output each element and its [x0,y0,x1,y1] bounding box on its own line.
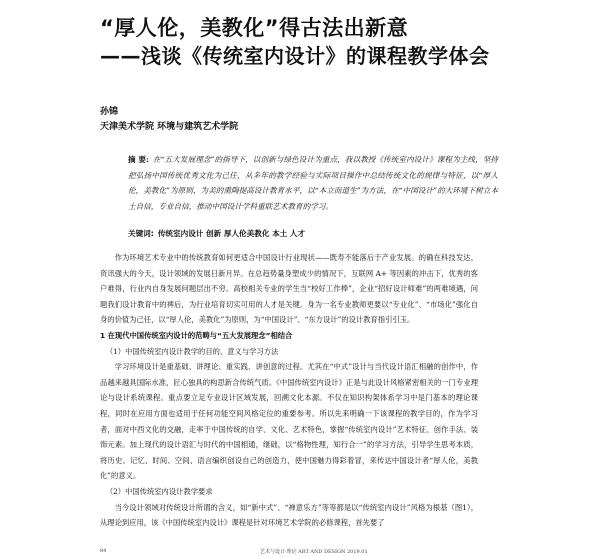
paper-title: “厚人伦，美教化”得古法出新意 [100,16,409,40]
journal-info: 艺术与设计·理论 ART AND DESIGN 2019.01 [260,549,368,555]
subsection-heading-1: （1）中国传统室内设计教学的目的、意义与学习方法 [105,346,279,356]
body-paragraph-intro: 作为环境艺术专业中的传统教育如何更适合中国设计行业现状——既寿不能落后于产业发展。的确在科技发达，资讯强大的今天，设计领域的发展日新月异。在总趋势量身塑成少的情况下，互联网 A+ 等因素的冲击下，优秀的客户难得，行业内自身发展问题层出不穷。高校相关专业的学生当“校好工作棒”，企业“招好设计师难”的两难境遇，问题我们设计教育中的裨后，为行业培育切实可用的人才是关键。身为一名专业教师更要以“专业化”、“市场化”强化自身的价值为己任，以“厚人伦，美教化”为原则，为“中国设计”、“东方设计”的设计教育指引引玉。 [100,253,478,325]
page-footer [100,548,580,556]
subsection-heading-2: （2）中国传统室内设计教学要求 [105,486,213,496]
page-number: 84 [100,548,107,554]
title-block [100,14,570,70]
abstract [128,152,498,214]
keywords-label: 关键词: [128,229,154,238]
abstract-text: 在“五大发展理念”的指导下，以创新与绿色设计为重点，我以教授《传统室内设计》课程为主线，坚持把弘扬中国传统优秀文化为己任，从多年的教学经验与实际项目操作中总结传统文化的规律与特征，以“厚人伦，美教化”为原则，为美的熏陶提高设计教育水平，以“本立而道生”为方法，在“中国设计”的大环境下树立本土自信，专业自信，推动中国设计学科重联艺术教育的学习。 [128,155,498,211]
keywords-text: 传统室内设计 创新 厚人伦美教化 本土 人才 [157,229,306,238]
body-paragraph-2: 学习环境设计是重基础、讲理论、重实践、讲创意的过程。尤其在“中式”设计与当代设计语汇相融的创作中，作品越来越具国际水准，匠心独具的构思新合传统气质。《中国传统室内设计》正是与此设计风格紧密相关的一门专业理论与设计系统课程。重点要立足专业设计区域发展，回溯文化本源。不仅在知识构架体系学习中是门基本的理论课程，同时在应用方面也适用于任何功能空间风格定位的重要参考。所以先来明确一下该课程的教学目的，作为学习者，面对中西文化的交融，走率于中国传统的自学、文化、艺术特色，掌握“传统室内设计”艺术特征、创作手法、装饰元素。加上现代的设计语汇与时代的中国相通，继础，以“格物性理，知行合一”的学习方法，引导学生思考本质，将历史、记忆、时间、空间、语言编织创设自己的创造力，使中国魅力得彩着冒，来传达中国设计者“厚人伦，美教化”的意义。 [100,362,478,481]
section-heading-1: 1 在现代中国传统室内设计的范畴与“五大发展理念”相结合 [100,330,293,340]
paper-subtitle: ——浅谈《传统室内设计》的课程教学体会 [100,44,490,68]
author-name: 孙锦 [100,107,119,117]
body-text [100,250,478,531]
keywords [128,228,498,239]
author-affiliation: 天津美术学院 环境与建筑艺术学院 [100,122,239,132]
abstract-label: 摘 要: [128,155,149,164]
body-paragraph-3: 当今设计领域对传统设计所谓的含义，如“新中式”、“禅意乐方”等等都是以“传统室内设计”风格为根基（图1），从理论到应用，该《中国传统室内设计》课程是针对环境艺术学院的必修课程，首先要了 [100,502,478,528]
